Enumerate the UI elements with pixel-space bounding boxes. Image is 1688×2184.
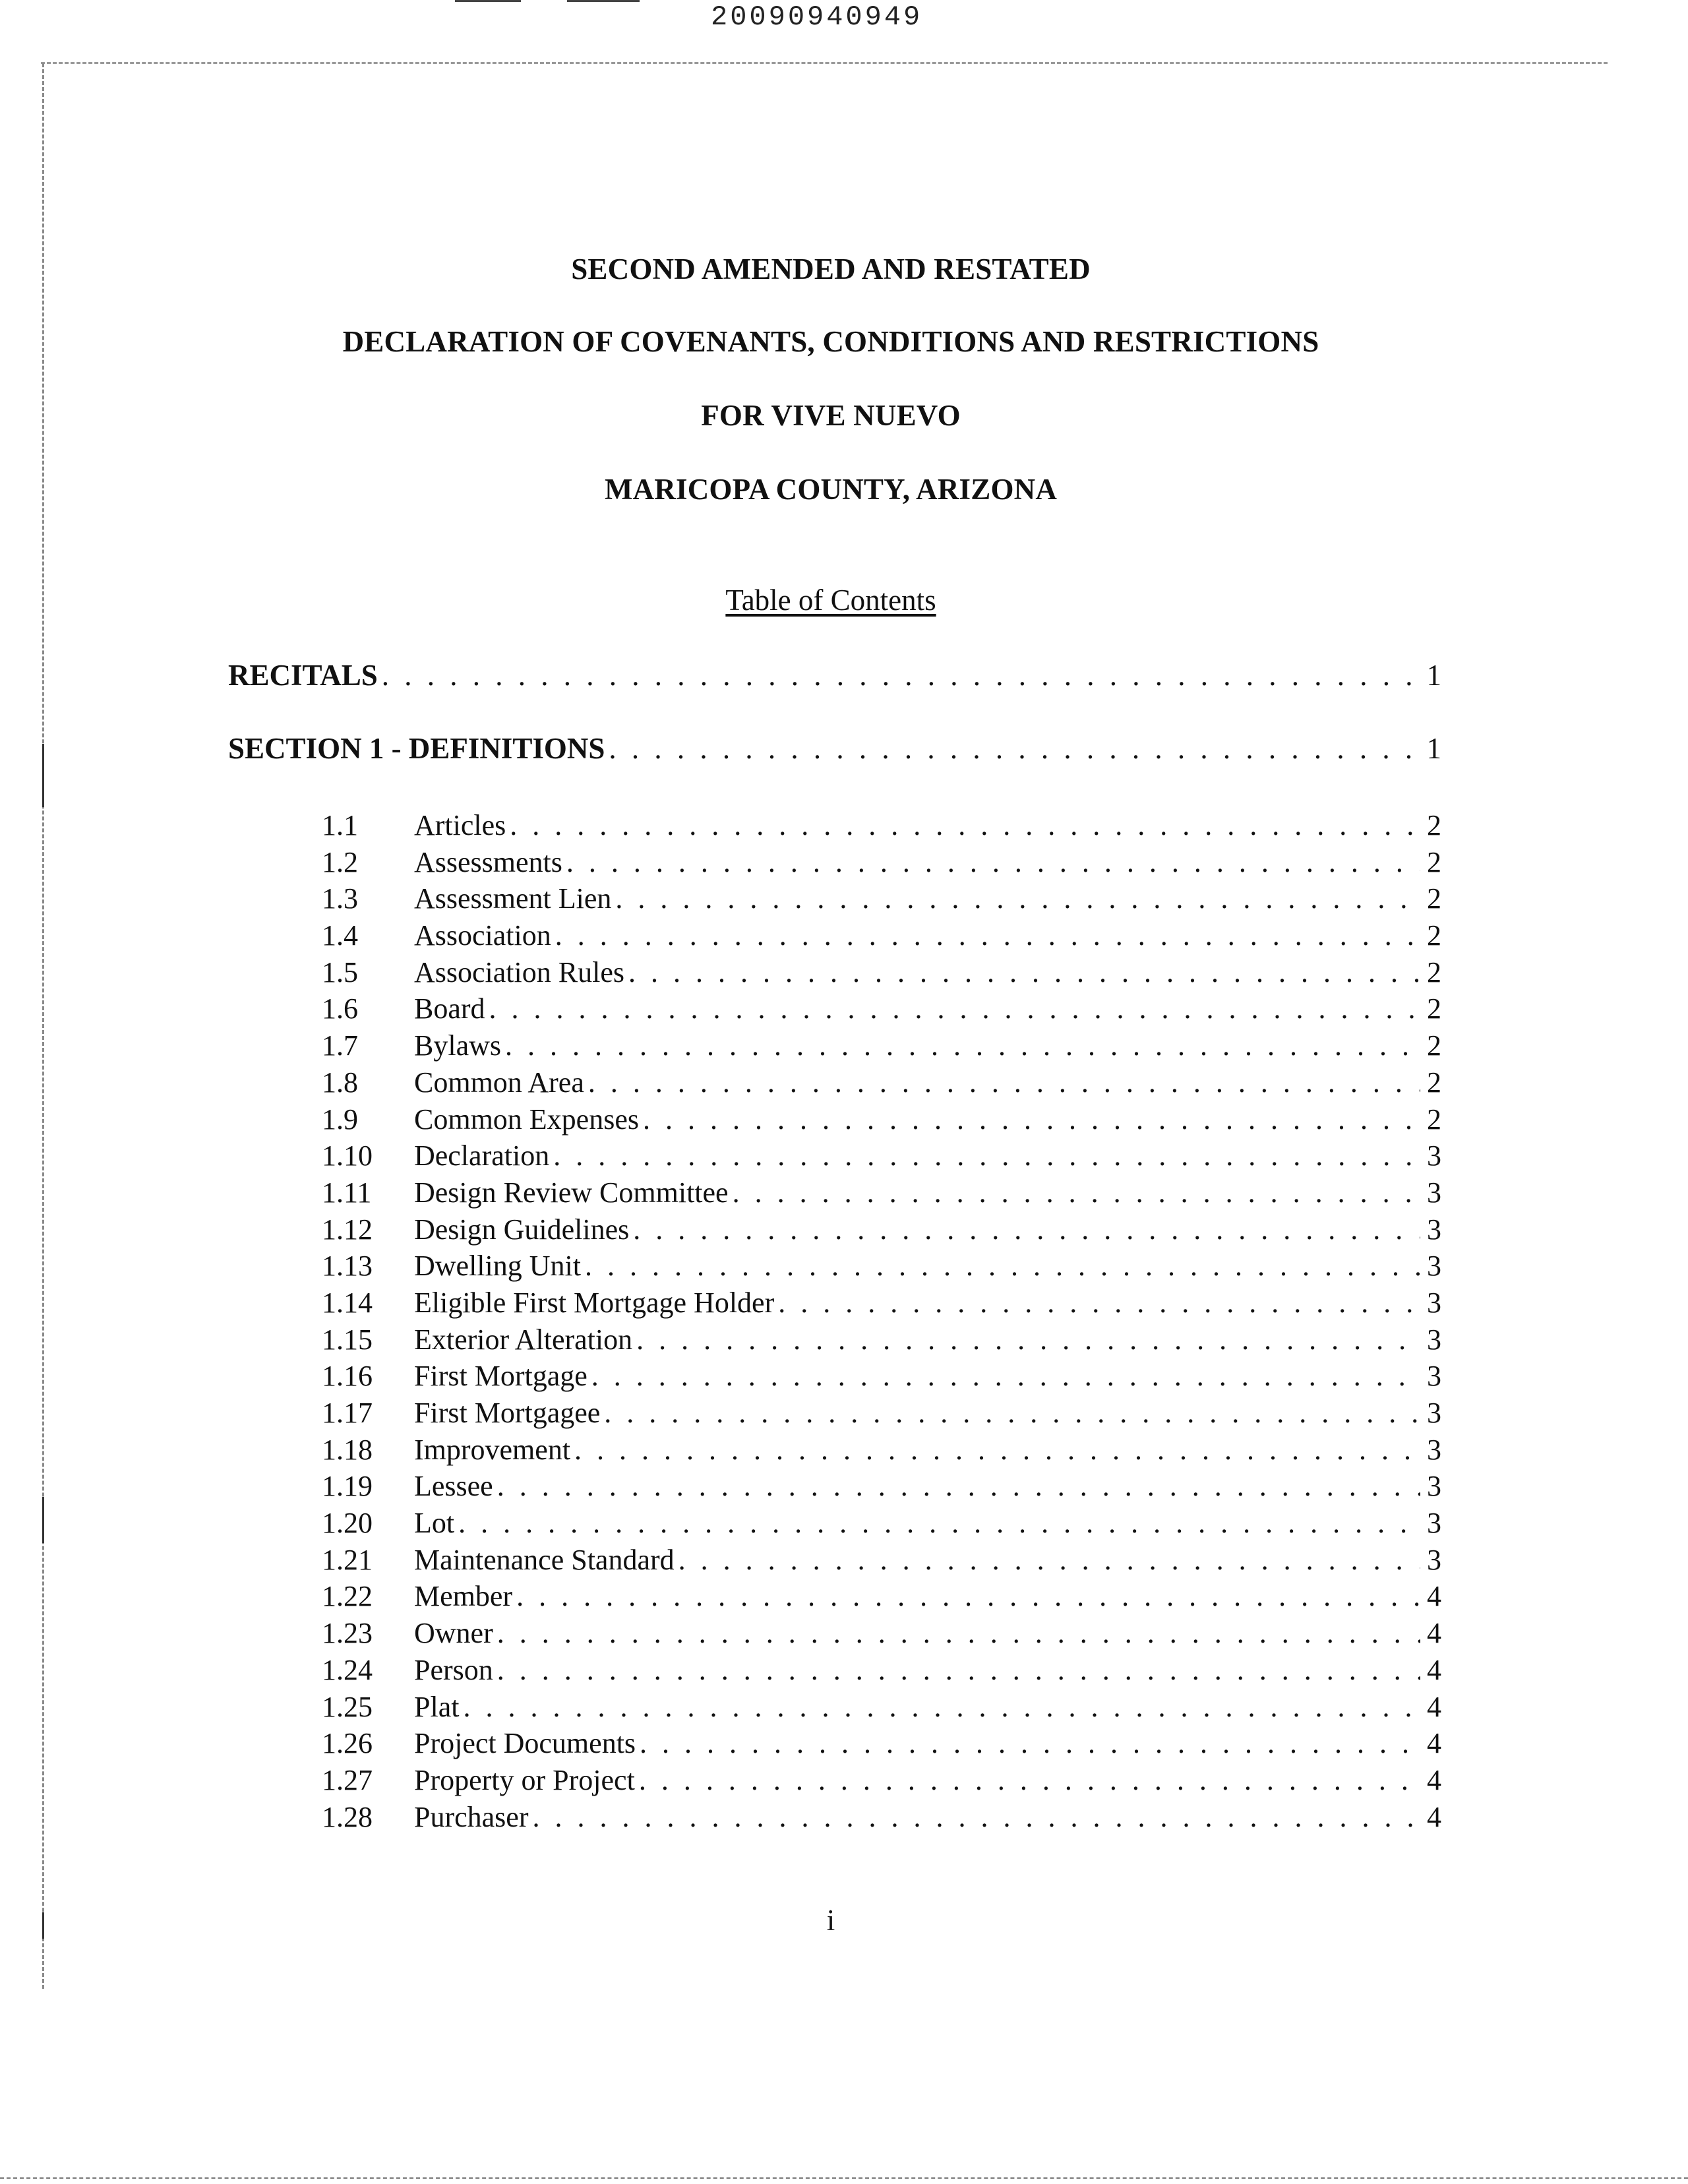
entry-number: 1.3: [322, 882, 358, 915]
entry-number: 1.23: [322, 1617, 373, 1650]
dot-leader: [733, 1176, 1420, 1209]
entry-title: Common Area: [414, 1066, 584, 1099]
entry-number: 1.9: [322, 1103, 358, 1136]
entry-page: 3: [1427, 1433, 1441, 1466]
dot-leader: [497, 1653, 1420, 1687]
toc-entry: [322, 1506, 1441, 1543]
toc-entry-list: [322, 808, 1441, 1836]
entry-title: Person: [414, 1653, 493, 1686]
entry-number: 1.15: [322, 1323, 373, 1356]
toc-entry: [322, 1029, 1441, 1066]
entry-page: 3: [1427, 1323, 1441, 1356]
dot-leader: [636, 1323, 1420, 1356]
entry-title: Maintenance Standard: [414, 1543, 675, 1576]
dot-leader: [643, 1103, 1420, 1136]
toc-entry: [322, 845, 1441, 882]
entry-page: 4: [1427, 1580, 1441, 1613]
entry-number: 1.20: [322, 1507, 373, 1540]
entry-page: 2: [1427, 882, 1441, 915]
toc-entry: [322, 1579, 1441, 1616]
dot-leader: [591, 1359, 1420, 1393]
entry-title: Eligible First Mortgage Holder: [414, 1286, 775, 1319]
toc-section-row: [228, 731, 1441, 771]
entry-page: 3: [1427, 1397, 1441, 1429]
toc-entry: [322, 1763, 1441, 1800]
entry-page: 4: [1427, 1617, 1441, 1650]
entry-title: First Mortgage: [414, 1360, 588, 1393]
entry-page: 4: [1427, 1763, 1441, 1796]
entry-title: Plat: [414, 1690, 460, 1723]
document-number: 20090940949: [711, 1, 923, 33]
scan-border-top: [41, 62, 1608, 64]
entry-number: 1.21: [322, 1543, 373, 1576]
toc-entry: [322, 1433, 1441, 1470]
entry-page: 4: [1427, 1727, 1441, 1760]
dot-leader: [497, 1469, 1420, 1503]
entry-page: 4: [1427, 1653, 1441, 1686]
toc-heading: [0, 583, 1662, 617]
entry-title: Association: [414, 919, 551, 952]
entry-number: 1.11: [322, 1176, 372, 1209]
dot-leader: [505, 1029, 1420, 1062]
toc-entry: [322, 1543, 1441, 1580]
toc-section-label: SECTION 1 - DEFINITIONS: [228, 732, 605, 765]
entry-number: 1.8: [322, 1066, 358, 1099]
toc-entry: [322, 882, 1441, 919]
entry-title: Dwelling Unit: [414, 1250, 581, 1283]
toc-entry: [322, 1103, 1441, 1139]
toc-entry: [322, 1616, 1441, 1653]
entry-number: 1.25: [322, 1690, 373, 1723]
toc-section-page: 1: [1426, 732, 1441, 765]
dot-leader: [615, 882, 1420, 915]
entry-title: Assessments: [414, 845, 562, 878]
entry-page: 2: [1427, 956, 1441, 988]
toc-entry: [322, 1066, 1441, 1103]
dot-leader: [639, 1763, 1420, 1797]
entry-page: 2: [1427, 919, 1441, 952]
entry-number: 1.10: [322, 1139, 373, 1172]
toc-entry: [322, 1249, 1441, 1286]
entry-title: Declaration: [414, 1139, 550, 1172]
entry-number: 1.12: [322, 1213, 373, 1246]
dot-leader: [628, 956, 1420, 989]
entry-page: 2: [1427, 1103, 1441, 1136]
dot-leader: [678, 1543, 1420, 1577]
dot-leader: [553, 1139, 1420, 1172]
toc-section-page: 1: [1426, 659, 1441, 692]
toc-entry: [322, 1800, 1441, 1837]
entry-page: 3: [1427, 1139, 1441, 1172]
entry-number: 1.28: [322, 1800, 373, 1833]
entry-title: Board: [414, 992, 485, 1025]
dot-leader: [566, 845, 1420, 879]
title-line-3: FOR VIVE NUEVO: [701, 399, 961, 432]
dot-leader: [489, 992, 1420, 1025]
entry-number: 1.19: [322, 1470, 373, 1503]
toc-entry: [322, 919, 1441, 956]
title-line-4: MARICOPA COUNTY, ARIZONA: [604, 473, 1058, 506]
footer-page-number: i: [826, 1904, 835, 1937]
dot-leader: [609, 731, 1420, 766]
toc-entry: [322, 1653, 1441, 1690]
dot-leader: [533, 1800, 1421, 1834]
title-line-2: DECLARATION OF COVENANTS, CONDITIONS AND RESTRICTIONS: [342, 325, 1319, 358]
entry-title: Purchaser: [414, 1800, 529, 1833]
title-line-1: SECOND AMENDED AND RESTATED: [571, 253, 1091, 286]
entry-title: Property or Project: [414, 1763, 635, 1796]
entry-number: 1.14: [322, 1286, 373, 1319]
toc-section-label: RECITALS: [228, 659, 378, 692]
entry-page: 4: [1427, 1800, 1441, 1833]
entry-number: 1.7: [322, 1029, 358, 1062]
toc-entry: [322, 1690, 1441, 1727]
entry-page: 4: [1427, 1690, 1441, 1723]
entry-number: 1.22: [322, 1580, 373, 1613]
entry-number: 1.16: [322, 1360, 373, 1393]
dot-leader: [382, 658, 1420, 692]
dot-leader: [463, 1690, 1420, 1724]
toc-entry: [322, 1396, 1441, 1433]
entry-title: Member: [414, 1580, 513, 1613]
entry-number: 1.2: [322, 845, 358, 878]
entry-page: 3: [1427, 1250, 1441, 1283]
dot-leader: [510, 808, 1420, 842]
entry-title: First Mortgagee: [414, 1397, 601, 1429]
entry-page: 3: [1427, 1507, 1441, 1540]
dot-leader: [458, 1506, 1420, 1540]
entry-number: 1.27: [322, 1763, 373, 1796]
entry-number: 1.4: [322, 919, 358, 952]
entry-page: 3: [1427, 1360, 1441, 1393]
entry-title: Association Rules: [414, 956, 624, 988]
scan-top-marks: [455, 0, 646, 3]
toc-entry: [322, 1176, 1441, 1213]
toc-entry: [322, 1359, 1441, 1396]
entry-page: 2: [1427, 992, 1441, 1025]
entry-page: 3: [1427, 1176, 1441, 1209]
entry-title: Bylaws: [414, 1029, 501, 1062]
toc-entry: [322, 1286, 1441, 1323]
entry-number: 1.26: [322, 1727, 373, 1760]
entry-number: 1.24: [322, 1653, 373, 1686]
toc-entry: [322, 1139, 1441, 1176]
entry-number: 1.1: [322, 809, 358, 841]
entry-number: 1.13: [322, 1250, 373, 1283]
dot-leader: [585, 1249, 1420, 1283]
dot-leader: [574, 1433, 1420, 1467]
entry-title: Improvement: [414, 1433, 571, 1466]
entry-page: 2: [1427, 1029, 1441, 1062]
entry-title: Design Review Committee: [414, 1176, 729, 1209]
entry-title: Owner: [414, 1617, 493, 1650]
entry-title: Project Documents: [414, 1727, 636, 1760]
entry-number: 1.17: [322, 1397, 373, 1429]
entry-page: 2: [1427, 1066, 1441, 1099]
entry-title: Lessee: [414, 1470, 493, 1503]
entry-page: 3: [1427, 1286, 1441, 1319]
entry-page: 3: [1427, 1470, 1441, 1503]
dot-leader: [588, 1066, 1420, 1099]
entry-number: 1.5: [322, 956, 358, 988]
entry-page: 2: [1427, 809, 1441, 841]
toc-entry: [322, 992, 1441, 1029]
toc-heading-text: Table of Contents: [725, 584, 936, 617]
entry-page: 2: [1427, 845, 1441, 878]
scan-border-bottom: [0, 2177, 1688, 2179]
dot-leader: [604, 1396, 1420, 1430]
entry-title: Articles: [414, 809, 506, 841]
toc-entry: [322, 1213, 1441, 1250]
toc-entry: [322, 956, 1441, 992]
toc-entry: [322, 1469, 1441, 1506]
entry-title: Design Guidelines: [414, 1213, 630, 1246]
toc-entry: [322, 808, 1441, 845]
dot-leader: [497, 1616, 1420, 1650]
entry-page: 3: [1427, 1543, 1441, 1576]
entry-number: 1.6: [322, 992, 358, 1025]
entry-page: 3: [1427, 1213, 1441, 1246]
entry-number: 1.18: [322, 1433, 373, 1466]
dot-leader: [633, 1213, 1420, 1246]
dot-leader: [778, 1286, 1420, 1320]
dot-leader: [640, 1726, 1420, 1760]
toc-entry: [322, 1323, 1441, 1360]
entry-title: Lot: [414, 1507, 455, 1540]
entry-title: Assessment Lien: [414, 882, 612, 915]
dot-leader: [555, 919, 1420, 952]
entry-title: Exterior Alteration: [414, 1323, 633, 1356]
toc-entry: [322, 1726, 1441, 1763]
dot-leader: [516, 1579, 1420, 1613]
toc-section-row: [228, 658, 1441, 698]
entry-title: Common Expenses: [414, 1103, 639, 1136]
